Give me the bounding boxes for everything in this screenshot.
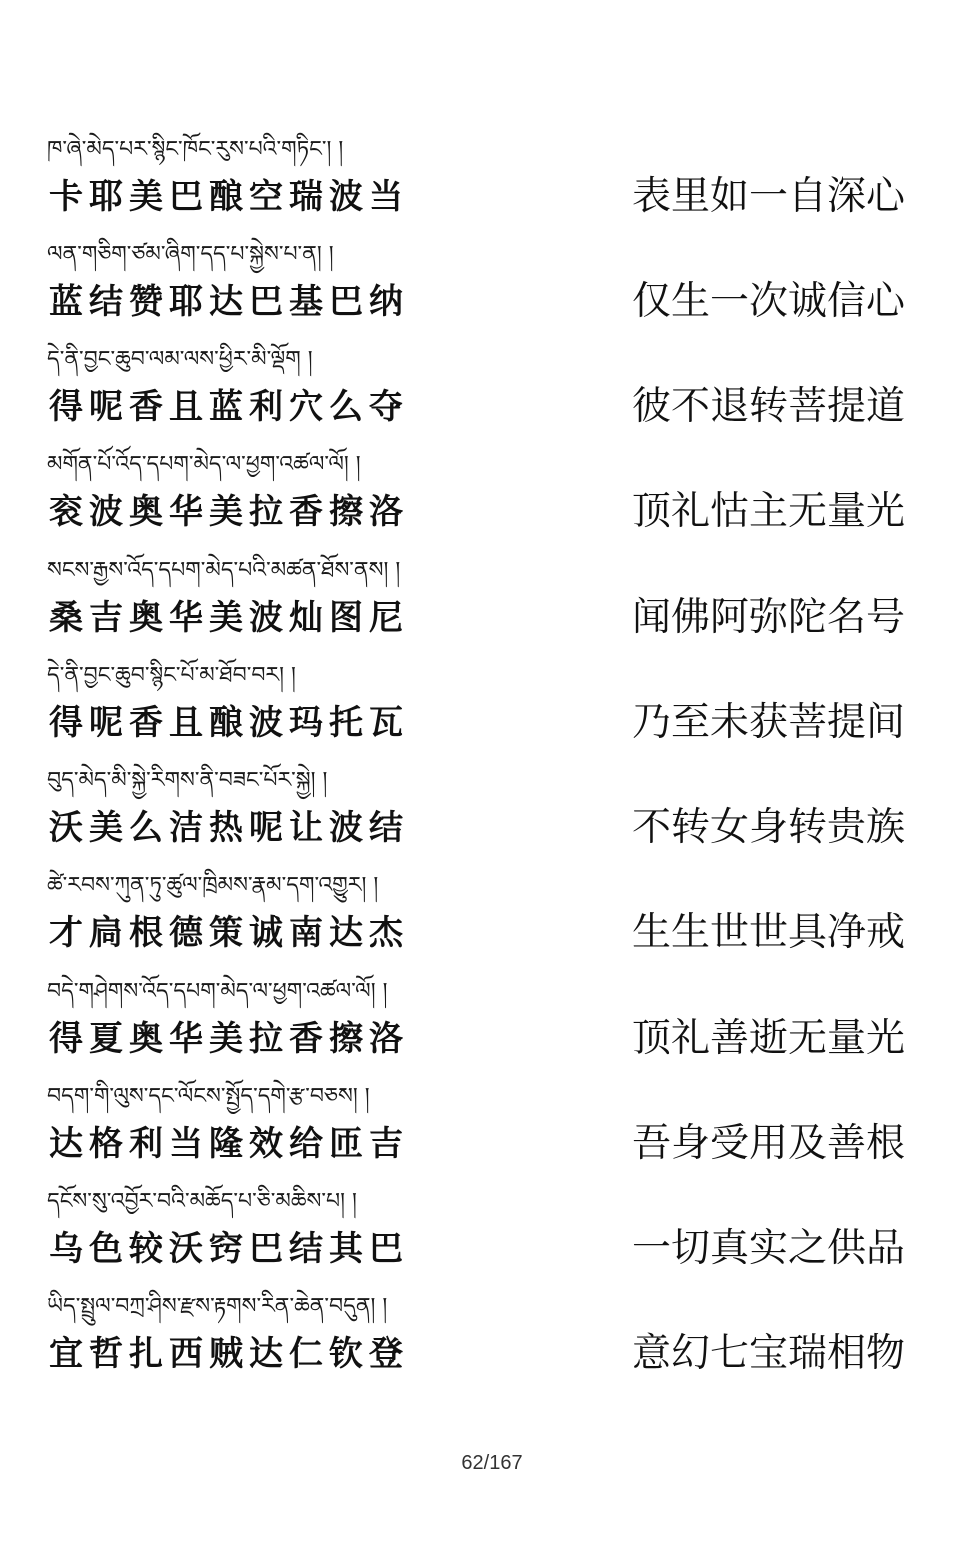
tibetan-line: བདེ་གཤེགས་འོད་དཔག་མེད་ལ་ཕྱག་འཚལ་ལོ། ། (47, 979, 388, 1004)
tibetan-line: བུད་མེད་མི་སྐྱེ་རིགས་ནི་བཟང་པོར་སྐྱེ། ། (47, 768, 328, 793)
verse-12 (0, 1287, 972, 1392)
verse-7 (0, 761, 972, 866)
chinese-line: 不转女身转贵族 (632, 805, 906, 850)
tibetan-line: མགོན་པོ་འོད་དཔག་མེད་ལ་ཕྱག་འཚལ་ལོ། ། (47, 452, 361, 477)
transliteration-line: 才扃根德策诚南达杰 (49, 913, 409, 953)
tibetan-line: ཡིད་སྤྲུལ་བཀྲ་ཤིས་རྫས་རྟགས་རིན་ཆེན་བདུན། ། (47, 1294, 388, 1319)
chinese-line: 闻佛阿弥陀名号 (632, 595, 906, 640)
chinese-line: 顶礼善逝无量光 (632, 1016, 906, 1061)
chinese-line: 生生世世具净戒 (632, 910, 906, 955)
transliteration-line: 卡耶美巴酿空瑞波当 (49, 177, 409, 217)
tibetan-line: ལན་གཅིག་ཙམ་ཞིག་དད་པ་སྐྱེས་པ་ན། ། (47, 242, 334, 267)
tibetan-line: དངོས་སུ་འབྱོར་བའི་མཆོད་པ་ཅི་མཆིས་པ། ། (47, 1189, 357, 1214)
chinese-line: 乃至未获菩提间 (632, 700, 906, 745)
tibetan-line: ཁ་ཞེ་མེད་པར་སྙིང་ཁོང་རུས་པའི་གཏིང་། ། (47, 137, 344, 162)
chinese-line: 表里如一自深心 (632, 174, 906, 219)
transliteration-line: 桑吉奥华美波灿图尼 (49, 598, 409, 638)
verse-1 (0, 130, 972, 235)
transliteration-line: 得呢香且蓝利穴么夺 (49, 387, 409, 427)
verse-2 (0, 235, 972, 340)
page-number: 62/167 (461, 1452, 523, 1474)
verse-9 (0, 972, 972, 1077)
tibetan-line: སངས་རྒྱས་འོད་དཔག་མེད་པའི་མཚན་ཐོས་ནས། ། (47, 558, 401, 583)
tibetan-line: དེ་ནི་བྱང་ཆུབ་སྙིང་པོ་མ་ཐོབ་བར། ། (47, 663, 296, 688)
verse-8 (0, 866, 972, 971)
chinese-line: 吾身受用及善根 (632, 1121, 906, 1166)
transliteration-line: 乌色较沃窍巴结其巴 (49, 1229, 409, 1269)
tibetan-line: དེ་ནི་བྱང་ཆུབ་ལམ་ལས་ཕྱིར་མི་ལྡོག ། (47, 347, 313, 372)
transliteration-line: 达格利当隆效给匝吉 (49, 1124, 409, 1164)
chinese-line: 仅生一次诚信心 (632, 279, 906, 324)
verse-5 (0, 551, 972, 656)
tibetan-line: ཚེ་རབས་ཀུན་ཏུ་ཚུལ་ཁྲིམས་རྣམ་དག་འགྱུར། ། (47, 873, 379, 898)
verse-10 (0, 1077, 972, 1182)
chinese-line: 彼不退转菩提道 (632, 384, 906, 429)
verse-11 (0, 1182, 972, 1287)
transliteration-line: 宜哲扎西贼达仁钦登 (49, 1334, 409, 1374)
chinese-line: 顶礼怙主无量光 (632, 489, 906, 534)
transliteration-line: 得呢香且酿波玛托瓦 (49, 703, 409, 743)
verse-4 (0, 445, 972, 550)
chinese-line: 意幻七宝瑞相物 (632, 1331, 906, 1376)
transliteration-line: 沃美么洁热呢让波结 (49, 808, 409, 848)
chinese-line: 一切真实之供品 (632, 1226, 906, 1271)
transliteration-line: 蓝结赞耶达巴基巴纳 (49, 282, 409, 322)
transliteration-line: 得夏奥华美拉香擦洛 (49, 1019, 409, 1059)
transliteration-line: 衮波奥华美拉香擦洛 (49, 492, 409, 532)
verse-6 (0, 656, 972, 761)
verse-3 (0, 340, 972, 445)
tibetan-line: བདག་གི་ལུས་དང་ལོངས་སྤྱོད་དགེ་རྩ་བཅས། ། (47, 1084, 370, 1109)
